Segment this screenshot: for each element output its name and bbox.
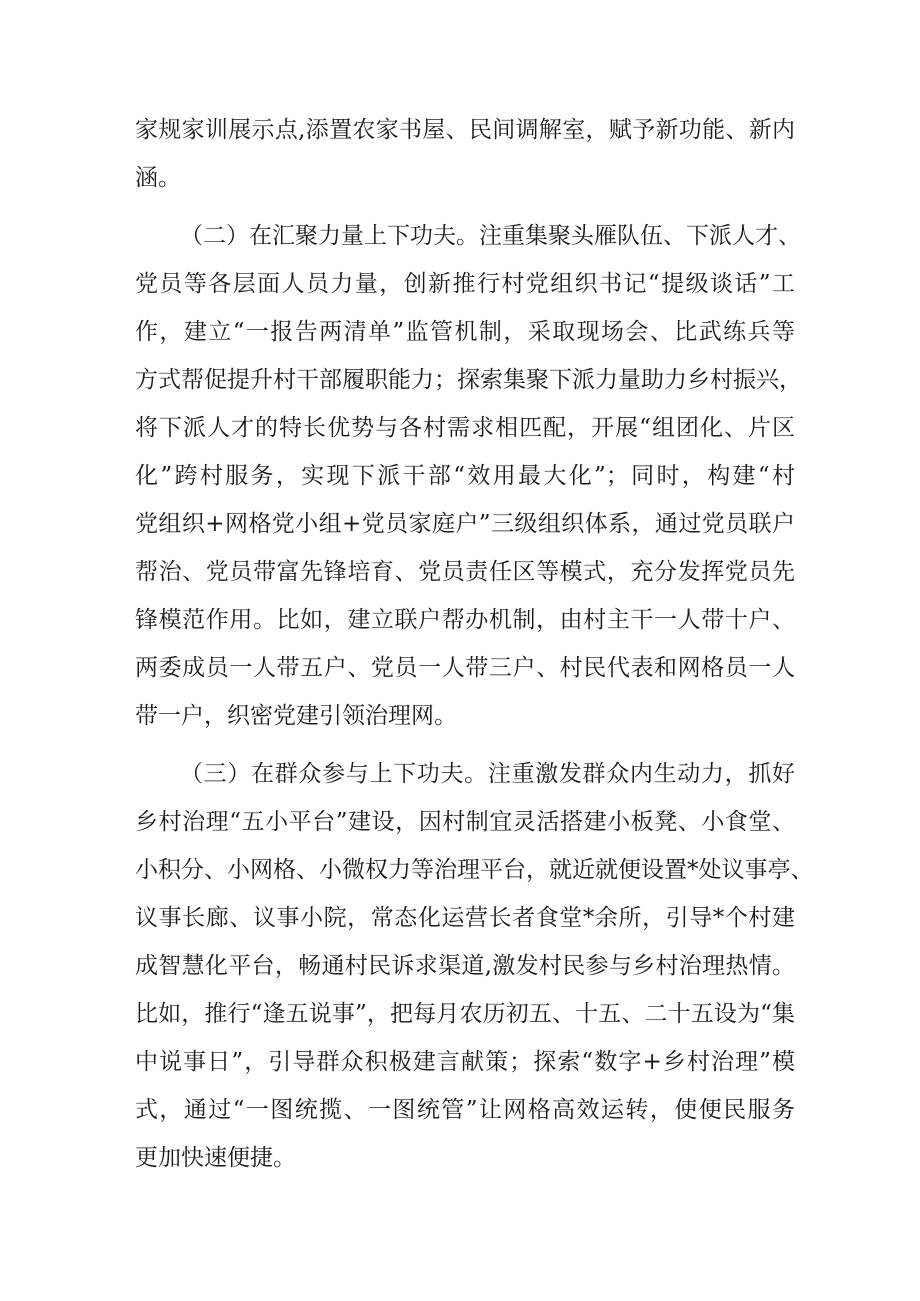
text-line: 党组织+网格党小组+党员家庭户”三级组织体系，通过党员联户 — [135, 511, 795, 537]
text-line: 式，通过“一图统揽、一图统管”让网格高效运转，使便民服务 — [135, 1097, 795, 1123]
text-line: 作，建立“一报告两清单”监管机制，采取现场会、比武练兵等 — [135, 319, 795, 345]
text-line: 比如，推行“逢五说事”，把每月农历初五、十五、二十五设为“集 — [135, 1001, 795, 1027]
text-line: 化”跨村服务，实现下派干部“效用最大化”；同时，构建“村 — [135, 463, 795, 489]
text-line: 中说事日”，引导群众积极建言献策；探索“数字+乡村治理”模 — [135, 1049, 795, 1075]
text-line: 帮治、党员带富先锋培育、党员责任区等模式，充分发挥党员先 — [135, 559, 795, 585]
section-3-heading-line: （三）在群众参与上下功夫。注重激发群众内生动力，抓好 — [180, 761, 795, 787]
text-line: 家规家训展示点,添置农家书屋、民间调解室，赋予新功能、新内 — [135, 117, 795, 143]
text-line: 成智慧化平台，畅通村民诉求渠道,激发村民参与乡村治理热情。 — [135, 953, 795, 979]
text-line: 两委成员一人带五户、党员一人带三户、村民代表和网格员一人 — [135, 655, 795, 681]
text-line: 乡村治理“五小平台”建设，因村制宜灵活搭建小板凳、小食堂、 — [135, 809, 795, 835]
text-line: 议事长廊、议事小院，常态化运营长者食堂*余所，引导*个村建 — [135, 905, 795, 931]
section-2-heading-line: （二）在汇聚力量上下功夫。注重集聚头雁队伍、下派人才、 — [180, 223, 801, 249]
text-line: 方式帮促提升村干部履职能力；探索集聚下派力量助力乡村振兴， — [135, 367, 802, 393]
text-line: 小积分、小网格、小微权力等治理平台，就近就便设置*处议事亭、 — [135, 857, 814, 883]
text-line: 更加快速便捷。 — [135, 1145, 296, 1171]
text-line: 党员等各层面人员力量，创新推行村党组织书记“提级谈话”工 — [135, 271, 795, 297]
text-line: 将下派人才的特长优势与各村需求相匹配，开展“组团化、片区 — [135, 415, 795, 441]
text-line: 锋模范作用。比如，建立联户帮办机制，由村主干一人带十户、 — [135, 607, 795, 633]
text-line: 带一户，织密党建引领治理网。 — [135, 703, 457, 729]
text-line: 涵。 — [135, 165, 181, 191]
